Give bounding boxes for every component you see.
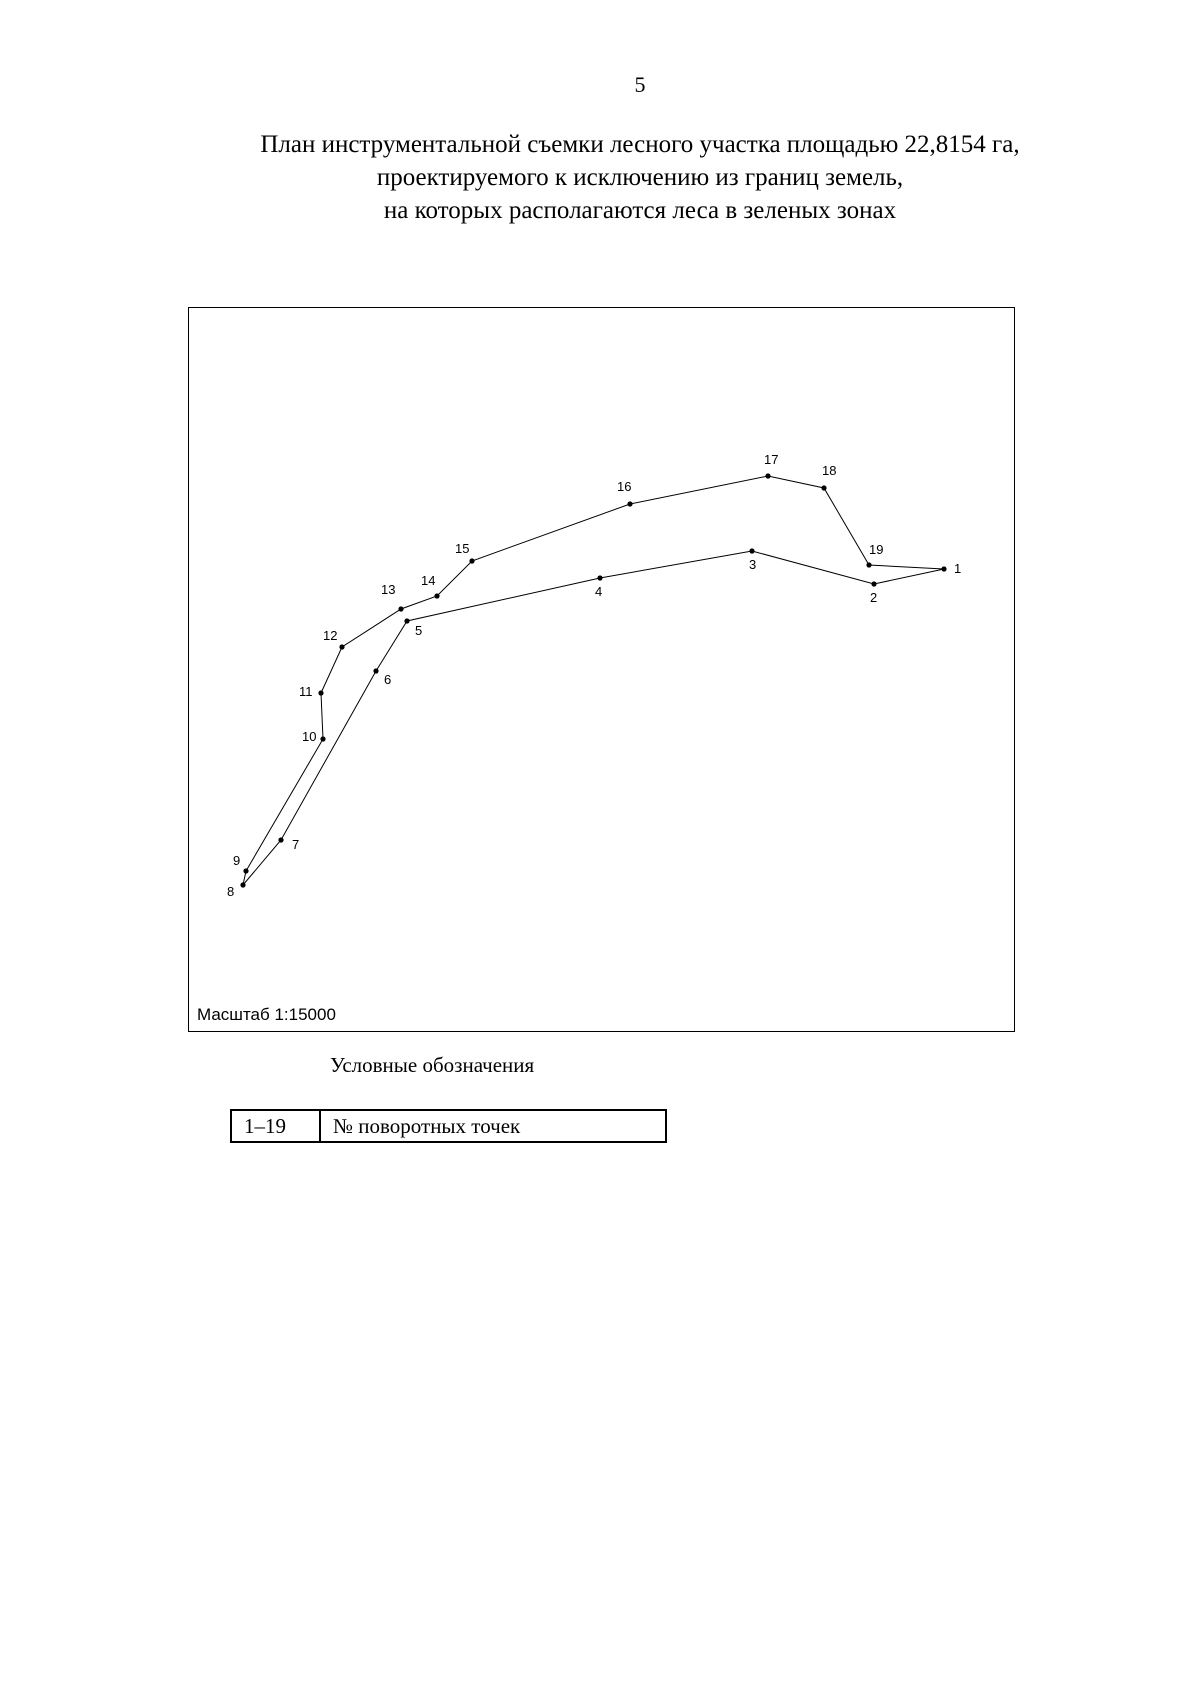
turning-point-5 (404, 618, 409, 623)
turning-point-15 (469, 558, 474, 563)
turning-point-label-6: 6 (384, 672, 392, 687)
turning-point-label-19: 19 (869, 542, 884, 557)
turning-point-2 (871, 581, 876, 586)
turning-point-6 (373, 668, 378, 673)
turning-point-12 (339, 644, 344, 649)
turning-point-14 (434, 593, 439, 598)
turning-point-label-18: 18 (822, 463, 837, 478)
turning-point-16 (627, 501, 632, 506)
turning-point-3 (749, 548, 754, 553)
legend-table (230, 1109, 667, 1143)
turning-point-label-4: 4 (595, 584, 603, 599)
title-line-1: План инструментальной съемки лесного участка площадью 22,8154 га, (260, 131, 1020, 158)
survey-plan (188, 307, 1015, 1032)
turning-point-label-5: 5 (415, 623, 423, 638)
turning-point-19 (866, 562, 871, 567)
turning-point-9 (243, 868, 248, 873)
turning-point-label-8: 8 (227, 884, 235, 899)
plan-drawing (189, 308, 1014, 1031)
turning-point-17 (765, 473, 770, 478)
turning-point-18 (821, 485, 826, 490)
scale-label: Масштаб 1:15000 (197, 1005, 336, 1024)
legend-row (231, 1110, 666, 1142)
legend-title: Условные обозначения (330, 1053, 535, 1077)
turning-point-label-16: 16 (617, 479, 632, 494)
turning-point-label-11: 11 (299, 684, 313, 699)
turning-point-label-9: 9 (233, 853, 241, 868)
turning-point-7 (278, 837, 283, 842)
turning-point-label-2: 2 (870, 590, 878, 605)
turning-point-4 (597, 575, 602, 580)
plot-boundary-line (243, 476, 944, 885)
title-line-2: проектируемого к исключению из границ земель, (376, 164, 904, 191)
turning-point-label-13: 13 (381, 582, 396, 597)
turning-point-label-12: 12 (323, 628, 338, 643)
turning-point-13 (398, 606, 403, 611)
turning-point-label-10: 10 (302, 729, 317, 744)
turning-point-label-7: 7 (292, 837, 300, 852)
turning-point-1 (941, 566, 946, 571)
page-number: 5 (634, 72, 646, 97)
turning-points (227, 452, 961, 899)
turning-point-label-14: 14 (421, 573, 436, 588)
turning-point-label-1: 1 (954, 561, 962, 576)
turning-point-label-17: 17 (764, 452, 779, 467)
legend-key: 1–19 (231, 1110, 320, 1142)
turning-point-label-3: 3 (749, 557, 757, 572)
legend-description: № поворотных точек (320, 1110, 666, 1142)
turning-point-11 (318, 690, 323, 695)
turning-point-8 (240, 882, 245, 887)
turning-point-10 (320, 736, 325, 741)
document-title (130, 128, 1150, 227)
title-line-3: на которых располагаются леса в зеленых зонах (383, 197, 897, 224)
turning-point-label-15: 15 (455, 541, 470, 556)
